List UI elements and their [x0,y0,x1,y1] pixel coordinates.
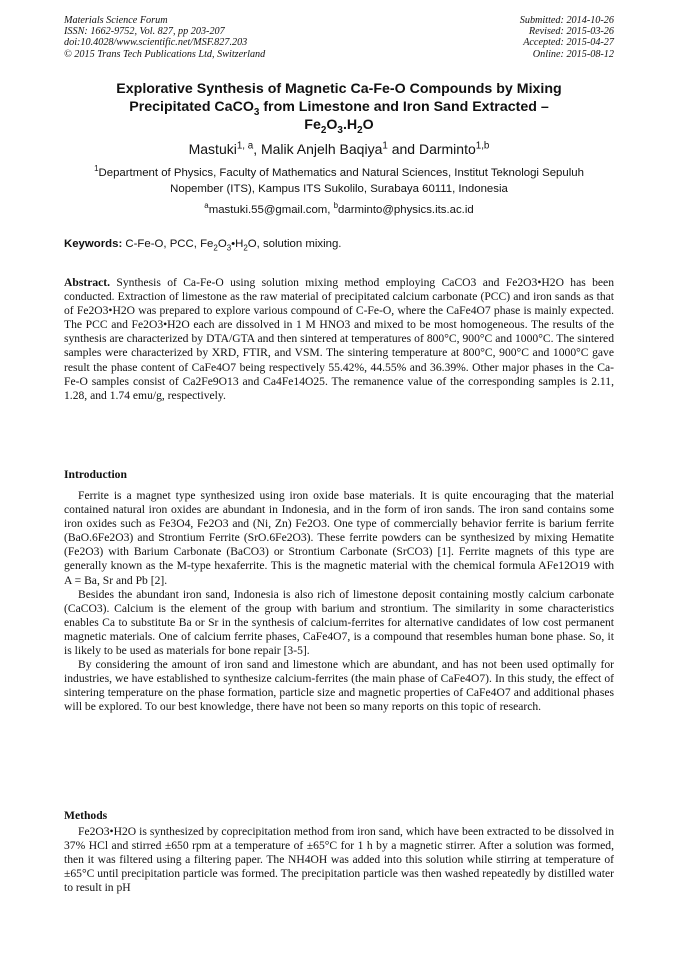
paper-title [60,80,618,134]
abstract-text: Synthesis of Ca-Fe-O using solution mixing method employing CaCO3 and Fe2O3•H2O has been conducted. Extraction of limestone as the raw material of precipitated calcium carbonate (PCC) and iron sands as that of Fe2O3•H2O was prepared to explore various compound of C-Fe-O, where the CaFe4O7 phase is mainly expected. The PCC and Fe2O3•H2O each are dissolved in 1 M HNO3 and mixed to be most homogeneous. The results of the synthesis are characterized by DTA/GTA and then sintered at temperatures of 800°C, 900°C and 1000°C. The sintered samples were characterized by XRD, FTIR, and VSM. The sintering temperature at 800°C, 900°C and 1000°C gave result the phase content of CaFe4O7 being respectively 55.42%, 44.55% and 36.39%. Other major phases in the Ca-Fe-O samples consist of Ca2Fe9O13 and Ca4Fe14O25. The remanence value of the corresponding samples is 2.11, 1.28, and 1.74 emu/g, respectively. [64,276,614,402]
title-line-1: Explorative Synthesis of Magnetic Ca-Fe-O Compounds by Mixing [116,81,562,97]
date-revised: Revised: 2015-03-26 [528,26,614,38]
journal-issn: ISSN: 1662-9752, Vol. 827, pp 203-207 [64,26,225,38]
email-mastuki[interactable]: mastuki.55@gmail.com, [208,204,334,216]
intro-paragraph-3: By considering the amount of iron sand and limestone which are abundant, and has not been used optimally for industries, we have established to synthesize calcium-ferrites (the main phase of CaFe4O7). In this study, the effect of sintering temperature on the phase formation, particle size and magnetic properties of CaFe4O7 and additional phases will be explored. To our best knowledge, there have not been so many reports on this topic of research. [64,658,614,714]
title-line-2: Precipitated CaCO$_3$ from Limestone and Iron Sand Extracted – [129,99,549,118]
introduction-body [64,489,614,715]
journal-copyright: © 2015 Trans Tech Publications Ltd, Switzerland [64,48,266,60]
submission-dates [520,15,614,60]
methods-body [64,825,614,895]
author-list: Mastuki$^{1, a}$, Malik Anjelh Baqiya$^1$ and Darminto$^{1,b}$ [188,140,490,157]
journal-doi: doi:10.4028/www.scientific.net/MSF.827.203 [64,37,248,49]
author-baqiya: , Malik Anjelh Baqiya [253,141,383,157]
author-mastuki: Mastuki [188,141,237,157]
author-darminto: and Darminto [387,141,476,157]
keywords-label: Keywords: [64,238,123,250]
email-darminto[interactable]: darminto@physics.its.ac.id [338,204,474,216]
intro-paragraph-1: Ferrite is a magnet type synthesized using iron oxide base materials. It is quite encouraging that the material contained natural iron oxides are abundant in Indonesia, and in the form of iron sands. The iron sand contains some iron oxides such as Fe3O4, Fe2O3 and (Ni, Zn) Fe2O3. One type of commercially behavior ferrite is barium ferrite (BaO.6Fe2O3) and Strontium Ferrite (SrO.6Fe2O3). These ferrite powders can be synthesized by mixing Hematite (Fe2O3) with Barium Carbonate (BaCO3) or Strontium Carbonate (SrCO3) [1]. Ferrite magnets of this type are generally known as the M-type hexaferrite. This is the magnetic material with the chemical formula AFe12O19 with A = Ba, Sr and Pb [2]. [64,489,614,587]
date-accepted: Accepted: 2015-04-27 [523,37,614,49]
keywords: Keywords: C-Fe-O, PCC, $Fe_2O_3•H_2O$, solution mixing. [64,238,342,253]
intro-paragraph-2: Besides the abundant iron sand, Indonesia is also rich of limestone deposit containing mostly calcium carbonate (CaCO3). Calcium is the element of the group with barium and strontium. The similarity in some characteristics enables Ca to substitute Ba or Sr in the synthesis of calcium-ferrites for alternative candidates of low cost permanent magnetic materials. One of calcium ferrite phases, CaFe4O7, is a compound that resembles human bone phase. So, it is likely to be used as materials for bone repair [3-5]. [64,587,614,658]
journal-name: Materials Science Forum [64,15,168,26]
introduction-heading: Introduction [64,468,127,481]
date-submitted: Submitted: 2014-10-26 [519,15,614,26]
journal-header [64,15,265,60]
abstract [64,276,614,403]
methods-paragraph-1: Fe2O3•H2O is synthesized by coprecipitation method from iron sand, which have been extracted to be dissolved in 37% HCl and stirred ±650 rpm at a temperature of ±65°C for 1 h by a magnetic stirrer. After a solution was formed, then it was filtered using a filtering paper. The NH4OH was added into this solution while stirring at temperature of ±65°C until precipitation particle was formed. The precipitation particle was then washed repeatedly by distilled water to result in pH [64,825,614,895]
author-emails: $^a$mastuki.55@gmail.com, $^b$darminto@physics.its.ac.id [204,201,474,216]
title-line-3: $Fe_2O_3.H_2O$ [304,117,374,136]
date-online: Online: 2015-08-12 [532,48,614,60]
affiliation: $^1$Department of Physics, Faculty of Mathematics and Natural Sciences, Institut Teknologi Sepuluh Nopember (ITS), Kampus ITS Sukolilo, Surabaya 60111, Indonesia [94,164,584,195]
methods-heading: Methods [64,809,108,822]
abstract-label: Abstract. [64,276,111,289]
